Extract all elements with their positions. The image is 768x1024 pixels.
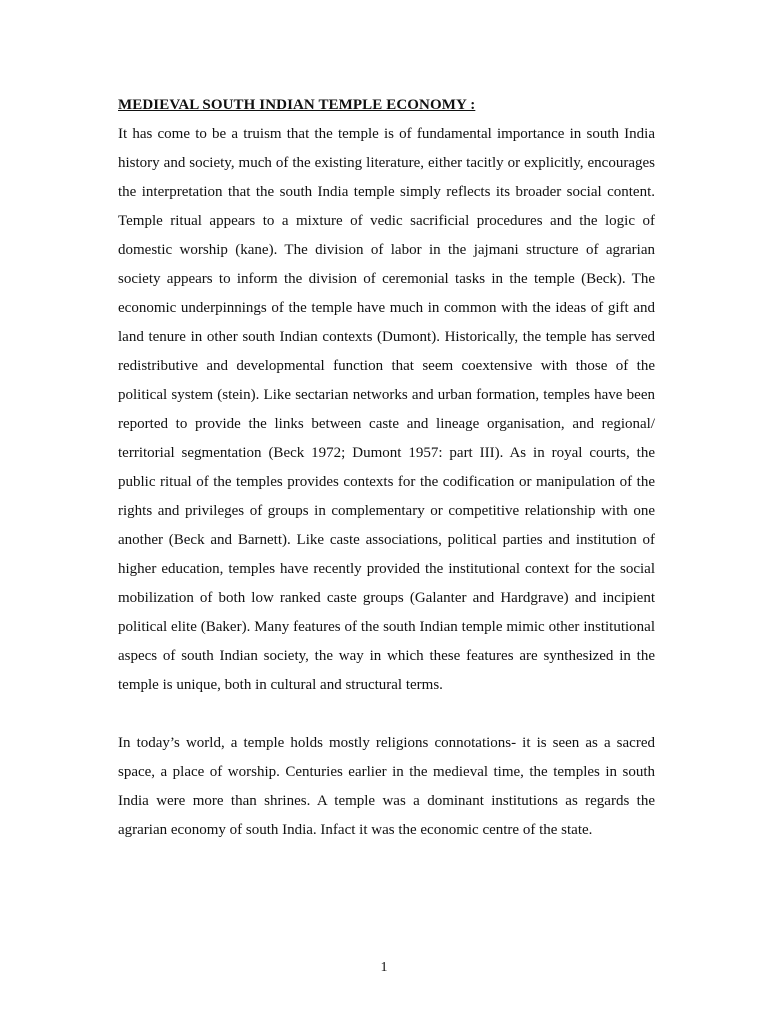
page-number: 1	[380, 960, 388, 975]
body-paragraph-1: It has come to be a truism that the temple is of fundamental importance in south India history and society, much of the existing literature, either tacitly or explicitly, encourages the interpretation that the south India temple simply reflects its broader social content. Temple ritual appears to a mixture of vedic sacrificial procedures and the logic of domestic worship (kane). The division of labor in the jajmani structure of agrarian society appears to inform the division of ceremonial tasks in the temple (Beck). The economic underpinnings of the temple have much in common with the ideas of gift and land tenure in other south Indian contexts (Dumont). Historically, the temple has served redistributive and developmental function that seem coextensive with those of the political system (stein). Like sectarian networks and urban formation, temples have been reported to provide the links between caste and lineage organisation, and regional/ territorial segmentation (Beck 1972; Dumont 1957: part III). As in royal courts, the public ritual of the temples provides contexts for the codification or manipulation of the rights and privileges of groups in complementary or competitive relationship with one another (Beck and Barnett). Like caste associations, political parties and institution of higher education, temples have recently provided the institutional context for the social mobilization of both low ranked caste groups (Galanter and Hardgrave) and incipient political elite (Baker). Many features of the south Indian temple mimic other institutional aspecs of south Indian society, the way in which these features are synthesized in the temple is unique, both in cultural and structural terms.	[118, 126, 655, 693]
section-heading: MEDIEVAL SOUTH INDIAN TEMPLE ECONOMY :	[118, 97, 476, 113]
body-paragraph-2: In today’s world, a temple holds mostly religions connotations- it is seen as a sacred space, a place of worship. Centuries earlier in the medieval time, the temples in south India were more than shrines. A temple was a dominant institutions as regards the agrarian economy of south India. Infact it was the economic centre of the state.	[118, 735, 655, 838]
page-content	[118, 91, 655, 845]
